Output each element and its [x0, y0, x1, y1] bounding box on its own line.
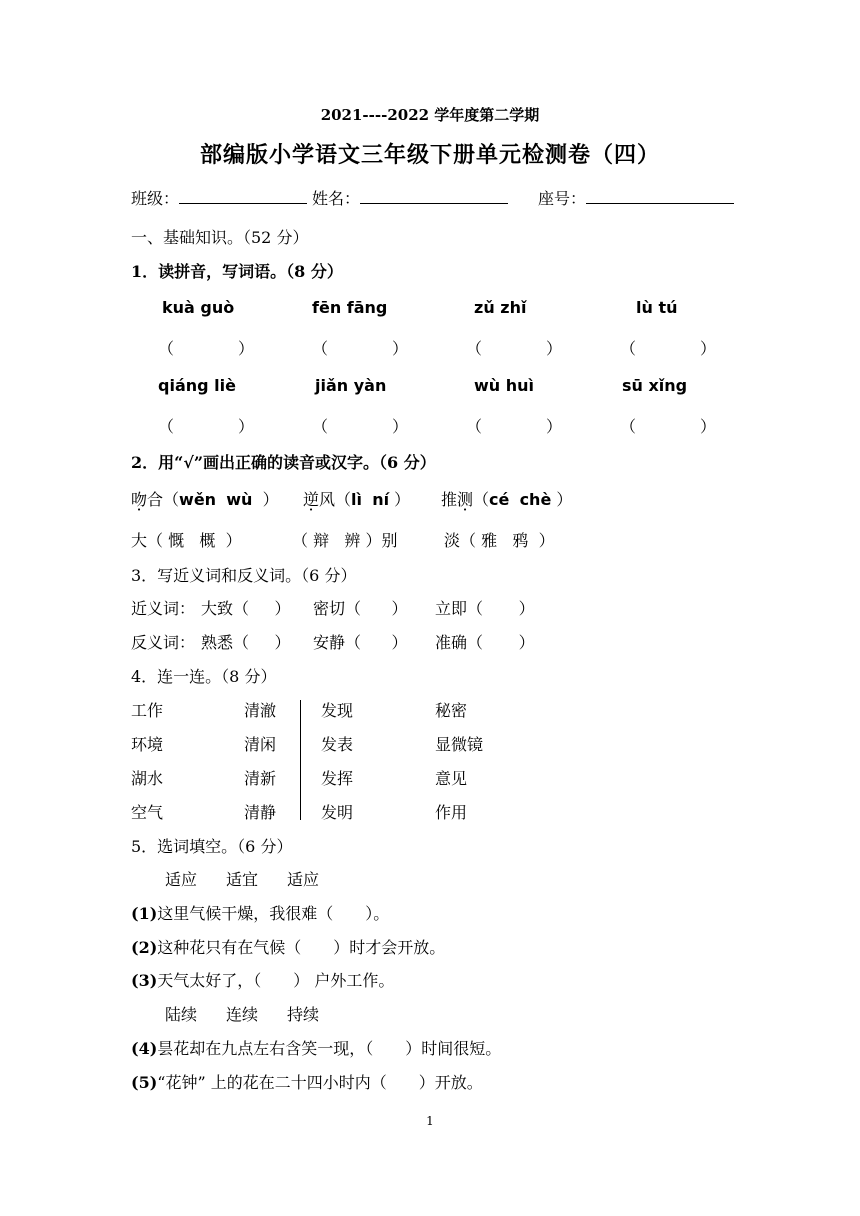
character-item: 淡（ 雅 鸦 ）	[444, 531, 555, 550]
marked-char: 逆	[303, 490, 320, 509]
word-choice: 适宜	[226, 870, 259, 889]
pinyin: qiáng liè	[158, 376, 236, 395]
q2-heading: 2．用“√”画出正确的读音或汉字。（6 分）	[131, 453, 436, 472]
char-option[interactable]: 辩	[313, 531, 330, 550]
char-option[interactable]: 慨	[168, 531, 185, 550]
match-word[interactable]: 清澈	[244, 701, 277, 720]
q3-heading: 3．写近义词和反义词。（6 分）	[131, 566, 357, 585]
pinyin-option[interactable]: wěn	[179, 490, 217, 509]
char-option[interactable]: 鸦	[512, 531, 529, 550]
match-word[interactable]: 清新	[244, 769, 277, 788]
match-word[interactable]: 清静	[244, 803, 277, 822]
pinyin-option[interactable]: chè	[519, 490, 552, 509]
column-divider	[300, 700, 301, 820]
word-choice: 陆续	[165, 1005, 198, 1024]
answer-blank[interactable]: （ ）	[312, 417, 409, 436]
antonym-label: 反义词：	[131, 633, 196, 652]
school-year: 2021----2022 学年度第二学期	[320, 106, 540, 124]
fill-sentence[interactable]: (2)这种花只有在气候（ ）时才会开放。	[131, 938, 446, 957]
name-blank[interactable]	[360, 189, 508, 204]
word-choice: 连续	[226, 1005, 259, 1024]
match-word[interactable]: 发明	[321, 803, 354, 822]
answer-blank[interactable]: （ ）	[620, 339, 717, 358]
answer-blank[interactable]: （ ）	[466, 339, 563, 358]
q5-heading: 5．选词填空。（6 分）	[131, 837, 293, 856]
match-word[interactable]: 意见	[435, 769, 468, 788]
pinyin: jiǎn yàn	[315, 376, 387, 395]
match-word[interactable]: 发现	[321, 701, 354, 720]
seat-field[interactable]	[538, 186, 734, 209]
pinyin: fēn fāng	[312, 298, 388, 317]
class-field[interactable]	[131, 186, 307, 209]
synonym-item[interactable]: 密切（ ）	[313, 599, 408, 618]
character-item: 大（ 慨 概 ）	[131, 531, 242, 550]
answer-blank[interactable]: （ ）	[620, 417, 717, 436]
match-word[interactable]: 发表	[321, 735, 354, 754]
char-option[interactable]: 辨	[344, 531, 361, 550]
match-word[interactable]: 工作	[131, 701, 164, 720]
pronunciation-item: 推测（cé chè ）	[441, 490, 573, 509]
pinyin: lù tú	[636, 298, 678, 317]
synonym-label: 近义词：	[131, 599, 196, 618]
match-word[interactable]: 清闲	[244, 735, 277, 754]
word-choice: 适应	[287, 870, 320, 889]
character-item: （ 辩 辨 ）别	[292, 531, 398, 550]
pinyin: sū xǐng	[622, 376, 688, 395]
antonym-item[interactable]: 熟悉（ ）	[201, 633, 291, 652]
marked-char: 测	[457, 490, 474, 509]
antonym-item[interactable]: 准确（ ）	[435, 633, 535, 652]
fill-sentence[interactable]: (5)“花钟” 上的花在二十四小时内（ ）开放。	[131, 1073, 483, 1092]
page-title: 部编版小学语文三年级下册单元检测卷（四）	[199, 142, 660, 168]
pinyin-option[interactable]: ní	[372, 490, 390, 509]
match-word[interactable]: 显微镜	[435, 735, 484, 754]
marked-char: 吻	[131, 490, 148, 509]
answer-blank[interactable]: （ ）	[466, 417, 563, 436]
class-blank[interactable]	[179, 189, 307, 204]
match-word[interactable]: 秘密	[435, 701, 468, 720]
section-heading: 一、基础知识。（52 分）	[131, 228, 309, 247]
match-word[interactable]: 湖水	[131, 769, 164, 788]
fill-sentence[interactable]: (4)昙花却在九点左右含笑一现，（ ）时间很短。	[131, 1039, 502, 1058]
char-option[interactable]: 雅	[481, 531, 498, 550]
class-label: 班级：	[131, 189, 180, 208]
char-option[interactable]: 概	[199, 531, 216, 550]
match-word[interactable]: 空气	[131, 803, 164, 822]
match-word[interactable]: 发挥	[321, 769, 354, 788]
pronunciation-item: 吻合（wěn wù ）	[131, 490, 279, 509]
pinyin-option[interactable]: wù	[226, 490, 253, 509]
answer-blank[interactable]: （ ）	[158, 417, 255, 436]
name-label: 姓名：	[312, 189, 361, 208]
antonym-item[interactable]: 安静（ ）	[313, 633, 408, 652]
answer-blank[interactable]: （ ）	[158, 339, 255, 358]
pinyin-option[interactable]: lì	[351, 490, 363, 509]
word-choice: 适应	[165, 870, 198, 889]
synonym-item[interactable]: 立即（ ）	[435, 599, 535, 618]
match-word[interactable]: 作用	[435, 803, 468, 822]
pronunciation-item: 逆风（lì ní ）	[303, 490, 411, 509]
answer-blank[interactable]: （ ）	[312, 339, 409, 358]
synonym-item[interactable]: 大致（ ）	[201, 599, 291, 618]
name-field[interactable]	[312, 186, 508, 209]
pinyin: kuà guò	[162, 298, 235, 317]
fill-sentence[interactable]: (1)这里气候干燥，我很难（ ）。	[131, 904, 390, 923]
seat-blank[interactable]	[586, 189, 734, 204]
q4-heading: 4．连一连。（8 分）	[131, 667, 277, 686]
match-word[interactable]: 环境	[131, 735, 164, 754]
word-choice: 持续	[287, 1005, 320, 1024]
seat-label: 座号：	[538, 189, 587, 208]
pinyin-option[interactable]: cé	[489, 490, 510, 509]
page-number: 1	[426, 1114, 434, 1128]
pinyin: wù huì	[474, 376, 535, 395]
pinyin: zǔ zhǐ	[474, 298, 527, 317]
q1-heading: 1．读拼音，写词语。（8 分）	[131, 262, 343, 281]
fill-sentence[interactable]: (3)天气太好了，（ ） 户外工作。	[131, 971, 395, 990]
